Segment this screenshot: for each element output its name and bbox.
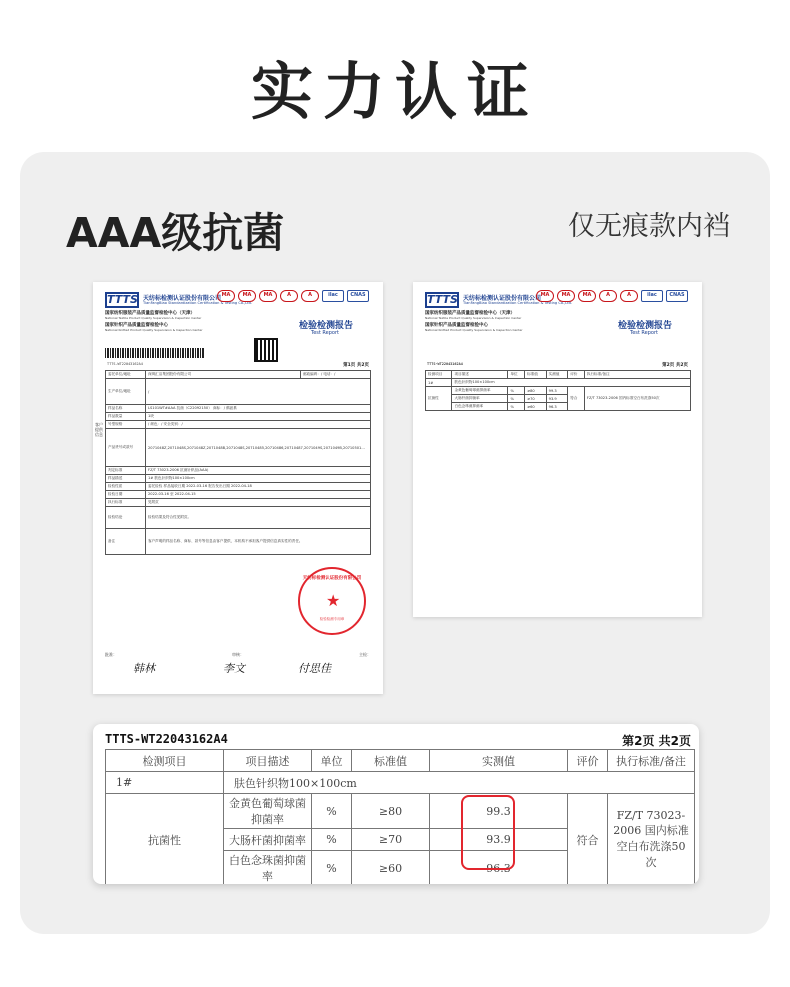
item-desc: 白色念珠菌抑菌率: [224, 851, 312, 885]
stamp-subtext: 检验检测专用章: [319, 617, 345, 621]
center-name-2-en: National Knitted Product Quality Supervision & Inspection Center: [105, 328, 203, 332]
table-row: 产品货号或款号 2071048Z,2071048S,2071048Z,2071048B,2071048S,20710485,20710486,20710487,2071049S,2071049B,20710501...: [106, 429, 371, 467]
table-row: 检验结论 检验结果及符合性见附页。: [106, 507, 371, 529]
zoom-report-number: TTTS-WT22043162A4: [105, 732, 228, 746]
org-name-en: TianFangBiao Standardization Certification & Testing Co.,Ltd.: [143, 301, 253, 305]
category-cell: 抗菌性: [106, 794, 224, 885]
certification-marks: [536, 290, 688, 302]
barcode-icon: [105, 348, 205, 358]
col-header: 标准值: [352, 750, 430, 772]
report-title: 检验检测报告: [617, 321, 672, 331]
center-name-en: National Textile Product Quality Supervision & Inspection Center: [105, 316, 202, 320]
col-header: 检测项目: [106, 750, 224, 772]
sample-desc: 肤色针织物100×100cm: [224, 772, 695, 794]
table-row: 样品描述 1# 肤色针织物100×100cm: [106, 475, 371, 483]
cal-mark-icon: A: [280, 290, 298, 302]
table-row: 检验性质 委托检验 样品接收日期 2022-03-16 报告发出日期 2022-04-18: [106, 483, 371, 491]
item-desc: 大肠杆菌抑菌率: [224, 829, 312, 851]
item-measured: 93.9: [430, 829, 568, 851]
col-header: 实测值: [430, 750, 568, 772]
evaluation-cell: 符合: [568, 794, 608, 885]
review-label: 审核：: [232, 652, 244, 657]
item-desc: 金黄色葡萄球菌抑菌率: [224, 794, 312, 829]
remark-cell: FZ/T 73023-2006 国内标准空白布洗涤50次: [608, 794, 695, 885]
org-name: 天纺标检测认证股份有限公司: [143, 295, 222, 302]
center-name-2: 国家针织产品质量监督检验中心: [425, 323, 488, 328]
signature-inspector: 付思佳: [298, 662, 331, 675]
report-number: TTTS-WT22043162A4: [107, 362, 143, 366]
table-row: 备注 客户声明的样品名称、商标、款号等信息由客户提供，本机构不承担客户提供信息真实性的责任。: [106, 529, 371, 555]
cma-mark-icon: MA: [259, 290, 277, 302]
table-row: [106, 794, 695, 829]
zoom-page-number: 第2页 共2页: [622, 734, 691, 748]
item-unit: %: [312, 829, 352, 851]
center-name: 国家纺织服装产品质量监督检验中心（天津）: [425, 311, 515, 316]
star-icon: ★: [326, 591, 341, 610]
ilac-mark-icon: ilac: [641, 290, 663, 302]
center-name-2: 国家针织产品质量监督检验中心: [105, 323, 168, 328]
col-header: 项目描述: [224, 750, 312, 772]
signature-approve: 韩林: [133, 662, 155, 675]
table-header-row: [106, 750, 695, 772]
test-report-page-1: [93, 282, 383, 694]
page-number: 第1页 共2页: [343, 363, 369, 368]
qr-code-icon: [254, 338, 278, 362]
org-name-en: TianFangBiao Standardization Certification & Testing Co.,Ltd.: [463, 301, 573, 305]
results-table: [105, 749, 695, 884]
table-row: 样品数量 1块: [106, 413, 371, 421]
table-row: 判定标准 FZ/T 73023-2006 抗菌针织品(AAA): [106, 467, 371, 475]
cal-mark-icon: A: [301, 290, 319, 302]
page-number: 第2页 共2页: [662, 363, 688, 368]
certification-panel: [20, 152, 770, 934]
sample-index: 1#: [106, 772, 224, 794]
signature-labels: [105, 652, 371, 658]
report-number: TTTS-WT22043162A4: [427, 362, 463, 366]
table-row: 抗菌性 金黄色葡萄球菌抑菌率 % ≥80 99.3 符合 FZ/T 73023-2006 国内标准空白布洗涤50次: [426, 387, 691, 395]
inspector-label: 主检：: [359, 652, 371, 657]
table-row: [106, 772, 695, 794]
stamp-text: 天纺标检测认证股份有限公司: [302, 576, 362, 581]
measured-values-highlight: [461, 795, 515, 870]
item-standard: ≥80: [352, 794, 430, 829]
ttts-logo: TTTS: [427, 293, 458, 306]
table-row: 委托单位/地址 深圳汇洁集团股份有限公司 邮政编码：/ 电话：/: [106, 371, 371, 379]
table-row: 执行标准 见附页: [106, 499, 371, 507]
cnas-mark-icon: CNAS: [347, 290, 369, 302]
item-unit: %: [312, 851, 352, 885]
col-header: 单位: [312, 750, 352, 772]
table-row: 样品名称 LS101WT#AAA 抗菌（C22092150） 商标：/ 鹤涯系: [106, 405, 371, 413]
table-row: 1# 肤色针织物100×100cm: [426, 379, 691, 387]
test-report-page-2: [413, 282, 702, 617]
org-name: 天纺标检测认证股份有限公司: [463, 295, 542, 302]
item-standard: ≥60: [352, 851, 430, 885]
table-row: 白色念珠菌抑菌率 % ≥60 96.3: [426, 403, 691, 411]
center-name: 国家纺织服装产品质量监督检验中心（天津）: [105, 311, 195, 316]
signature-review: 李文: [223, 662, 245, 675]
center-name-en: National Textile Product Quality Supervision & Inspection Center: [425, 316, 522, 320]
page-title: 实力认证: [250, 55, 539, 128]
item-unit: %: [312, 794, 352, 829]
table-row: 号型规格 / 颜色：/ 安全类别：/: [106, 421, 371, 429]
item-standard: ≥70: [352, 829, 430, 851]
panel-heading: AAA级抗菌: [66, 209, 285, 257]
report-title: 检验检测报告: [298, 321, 353, 331]
cma-mark-icon: MA: [238, 290, 256, 302]
table-row: 大肠杆菌抑菌率 % ≥70 93.9: [426, 395, 691, 403]
cal-mark-icon: A: [599, 290, 617, 302]
cma-mark-icon: MA: [536, 290, 554, 302]
certification-marks: [217, 290, 369, 302]
report-title-en: Test Report: [310, 330, 339, 336]
report-info-table: [105, 370, 371, 555]
table-row: 检测项目 项目描述 单位 标准值 实测值 评价 执行标准/备注: [426, 371, 691, 379]
approve-label: 批准：: [105, 652, 117, 657]
table-row: 生产单位/地址 /: [106, 379, 371, 405]
col-header: 执行标准/备注: [608, 750, 695, 772]
cma-mark-icon: MA: [217, 290, 235, 302]
report-title-en: Test Report: [629, 330, 658, 336]
results-table-small: [425, 370, 691, 411]
table-row: 检验日期 2022-03-16 至 2022-04-15: [106, 491, 371, 499]
center-name-2-en: National Knitted Product Quality Supervision & Inspection Center: [425, 328, 523, 332]
official-stamp: [298, 567, 366, 635]
ilac-mark-icon: ilac: [322, 290, 344, 302]
item-measured: 99.3: [430, 794, 568, 829]
ttts-logo: TTTS: [107, 293, 138, 306]
item-measured: 96.3: [430, 851, 568, 885]
cma-mark-icon: MA: [578, 290, 596, 302]
cma-mark-icon: MA: [557, 290, 575, 302]
cal-mark-icon: A: [620, 290, 638, 302]
side-label: 客户提供信息: [95, 422, 103, 437]
col-header: 评价: [568, 750, 608, 772]
cnas-mark-icon: CNAS: [666, 290, 688, 302]
panel-subheading: 仅无痕款内裆: [568, 211, 730, 242]
zoomed-results-card: [93, 724, 699, 884]
